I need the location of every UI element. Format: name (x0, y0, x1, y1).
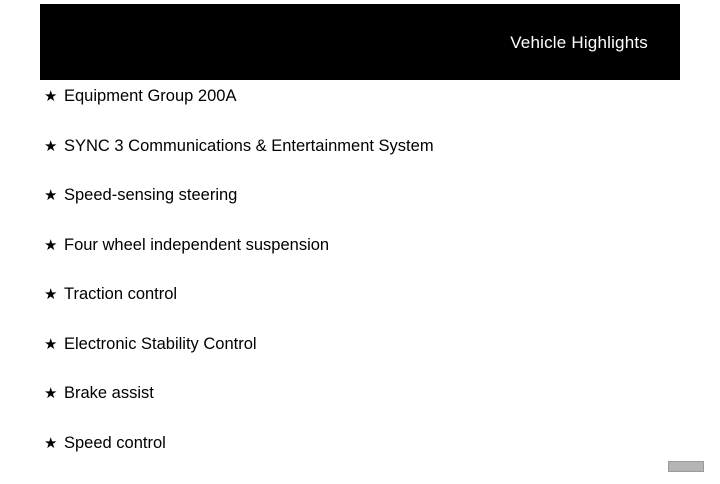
list-item (0, 237, 720, 287)
star-icon: ★ (44, 436, 64, 451)
vehicle-highlights-list (0, 88, 720, 484)
list-item-label: Brake assist (64, 385, 154, 402)
list-item (0, 88, 720, 138)
list-item (0, 336, 720, 386)
list-item (0, 286, 720, 336)
star-icon: ★ (44, 89, 64, 104)
list-item-label: Equipment Group 200A (64, 88, 236, 105)
list-item (0, 138, 720, 188)
list-item (0, 385, 720, 435)
list-item (0, 187, 720, 237)
list-item-label: Four wheel independent suspension (64, 237, 329, 254)
list-item-label: Traction control (64, 286, 177, 303)
list-item-label: Speed-sensing steering (64, 187, 237, 204)
list-item-label: Electronic Stability Control (64, 336, 257, 353)
page-title: Vehicle Highlights (510, 34, 648, 51)
list-item-label: SYNC 3 Communications & Entertainment System (64, 138, 434, 155)
star-icon: ★ (44, 287, 64, 302)
list-item (0, 435, 720, 484)
header-bar (40, 4, 680, 80)
star-icon: ★ (44, 337, 64, 352)
scrollbar-thumb[interactable] (668, 461, 704, 472)
star-icon: ★ (44, 188, 64, 203)
star-icon: ★ (44, 139, 64, 154)
list-item-label: Speed control (64, 435, 166, 452)
star-icon: ★ (44, 386, 64, 401)
star-icon: ★ (44, 238, 64, 253)
